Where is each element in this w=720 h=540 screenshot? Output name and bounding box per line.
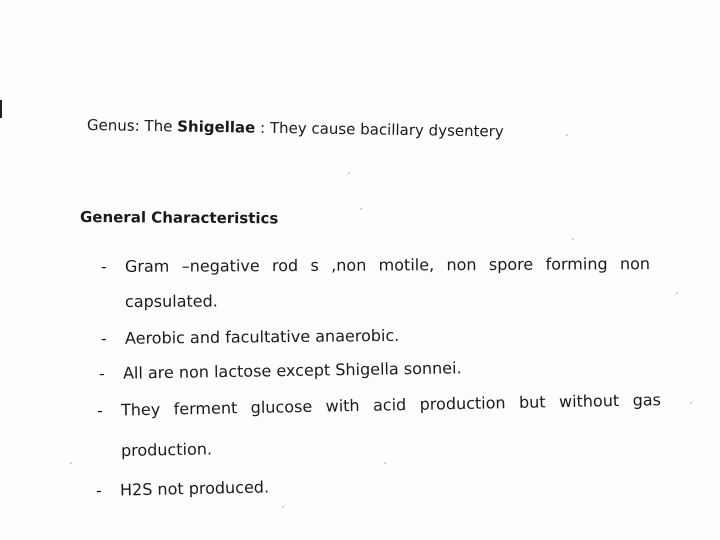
bullet-dash: - (100, 256, 107, 276)
characteristic-item-5 (96, 477, 269, 500)
genus-name: Shigellae (177, 117, 256, 137)
characteristic-item-3 (99, 358, 462, 383)
scan-speck (572, 238, 574, 240)
scan-speck (70, 462, 72, 464)
characteristic-item-1 (101, 254, 650, 276)
bullet-dash: - (96, 400, 103, 420)
bullet-dash: - (98, 363, 105, 383)
genus-prefix: Genus: The (86, 116, 173, 136)
characteristic-item-2 (101, 326, 399, 348)
characteristic-item-4 (97, 390, 661, 420)
scan-speck (676, 292, 678, 294)
characteristic-text: Gram –negative rod s ,non motile, non spore forming non (124, 254, 651, 276)
bullet-dash: - (95, 480, 102, 500)
characteristic-text: H2S not produced. (119, 477, 270, 500)
scan-speck (348, 172, 350, 174)
genus-suffix: : They cause bacillary dysentery (259, 118, 504, 141)
characteristic-text: They ferment glucose with acid production but without gas (120, 390, 662, 420)
characteristic-continuation: production. (120, 439, 213, 460)
section-heading: General Characteristics (79, 208, 279, 228)
genus-line (87, 116, 504, 141)
bullet-dash: - (100, 328, 107, 348)
characteristic-text: Aerobic and facultative anaerobic. (124, 325, 400, 348)
scan-speck (282, 506, 284, 508)
scan-edge-mark (0, 100, 2, 118)
scan-speck (690, 402, 692, 404)
scan-speck (384, 462, 386, 464)
characteristic-continuation: capsulated. (124, 291, 218, 311)
scan-speck (360, 208, 362, 210)
scan-speck (566, 134, 568, 136)
characteristic-text: All are non lactose except Shigella sonnei. (122, 358, 462, 383)
